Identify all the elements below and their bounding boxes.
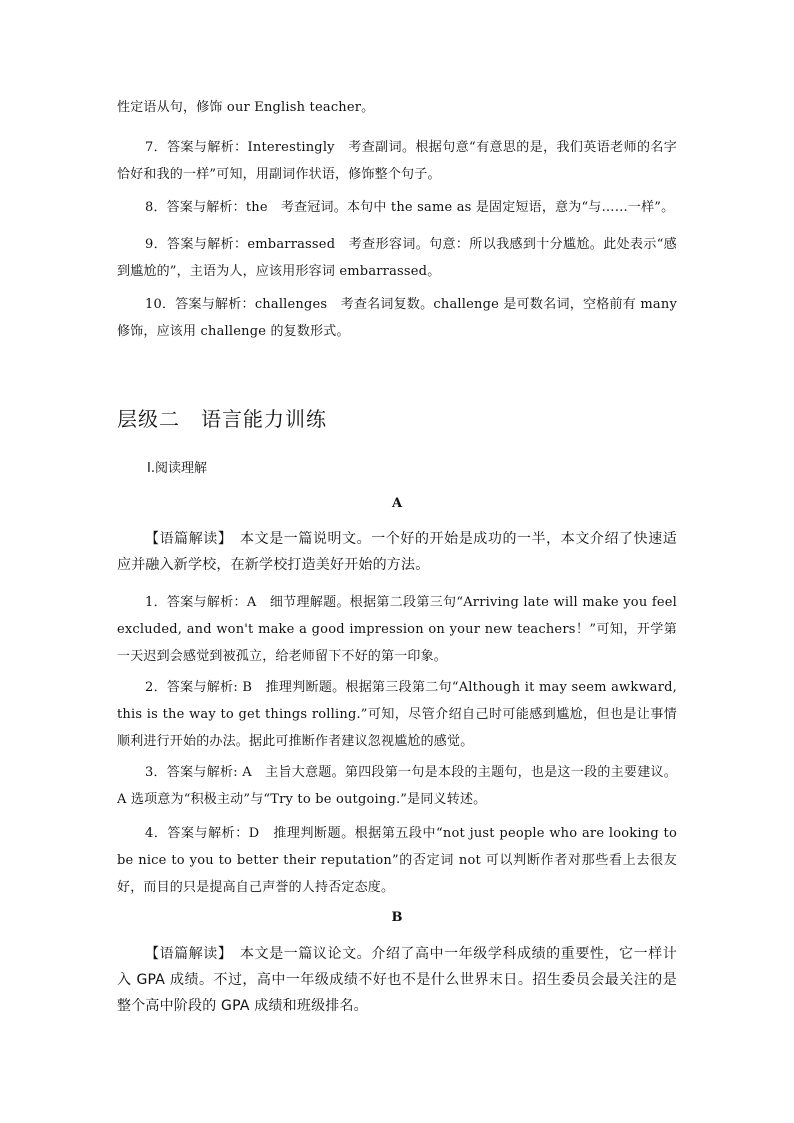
passage-a-answer-3-text: 3．答案与解析: A 主旨大意题。第四段第一句是本段的主题句，也是这一段的主要建议。A 选项意为“积极主动”与“Try to be outgoing.”是同义转述。: [117, 765, 677, 807]
answer-8-text: 8．答案与解析：the 考查冠词。本句中 the same as 是固定短语，意为“与……一样”。: [145, 200, 675, 215]
section-heading: 层级二 语言能力训练: [117, 407, 327, 431]
answer-8: [117, 194, 677, 221]
passage-a-answer-1: [117, 589, 677, 670]
passage-a-letter: A: [391, 496, 403, 511]
passage-b-intro: [117, 941, 677, 1019]
passage-a-intro: [117, 526, 677, 578]
answer-7-text: 7．答案与解析：Interestingly 考查副词。根据句意“有意思的是，我们英语老师的名字恰好和我的一样”可知，用副词作状语，修饰整个句子。: [117, 140, 677, 182]
passage-a-answer-1-text: 1．答案与解析：A 细节理解题。根据第二段第三句“Arriving late will make you feel excluded, and won't make a good impression on your new teachers！”可知，开学第一天迟到会感觉到被孤立，给老师留下不好的第一印象。: [117, 595, 677, 664]
passage-b-letter: B: [391, 910, 403, 925]
passage-a-answer-4-text: 4．答案与解析：D 推理判断题。根据第五段中“not just people who are looking to be nice to you to better their reputation”的否定词 not 可以判断作者对那些看上去很友好，而目的只是提高自己声誉的人持否定态度。: [117, 826, 677, 895]
passage-a-answer-4: [117, 820, 677, 901]
answer-10-text: 10．答案与解析：challenges 考查名词复数。challenge 是可数名词，空格前有 many 修饰，应该用 challenge 的复数形式。: [117, 297, 677, 339]
passage-a-answer-2-text: 2．答案与解析: B 推理判断题。根据第三段第二句“Although it may seem awkward, this is the way to get things rolling.”可知，尽管介绍自己时可能感到尴尬，但也是让事情顺利进行开始的办法。据此可推断作者建议忽视尴尬的感觉。: [117, 680, 677, 749]
continuation-text: 性定语从句，修饰 our English teacher。: [117, 100, 375, 115]
passage-a-answer-3: [117, 759, 677, 813]
passage-a-answer-2: [117, 674, 677, 755]
answer-10: [117, 291, 677, 345]
reading-comprehension-subheading: Ⅰ.阅读理解: [147, 461, 207, 476]
continuation-paragraph: [117, 94, 677, 121]
passage-b-intro-text: 【语篇解读】 本文是一篇议论文。介绍了高中一年级学科成绩的重要性，它一样计入 GPA 成绩。不过，高中一年级成绩不好也不是什么世界末日。招生委员会最关注的是整个高中阶段的 GPA 成绩和班级排名。: [117, 946, 677, 1014]
passage-a-intro-text: 【语篇解读】 本文是一篇说明文。一个好的开始是成功的一半，本文介绍了快速适应并融入新学校，在新学校打造美好开始的方法。: [117, 531, 677, 573]
answer-9-text: 9．答案与解析：embarrassed 考查形容词。句意：所以我感到十分尴尬。此处表示“感到尴尬的”，主语为人，应该用形容词 embarrassed。: [117, 237, 677, 279]
answer-7: [117, 134, 677, 188]
answer-9: [117, 231, 677, 285]
